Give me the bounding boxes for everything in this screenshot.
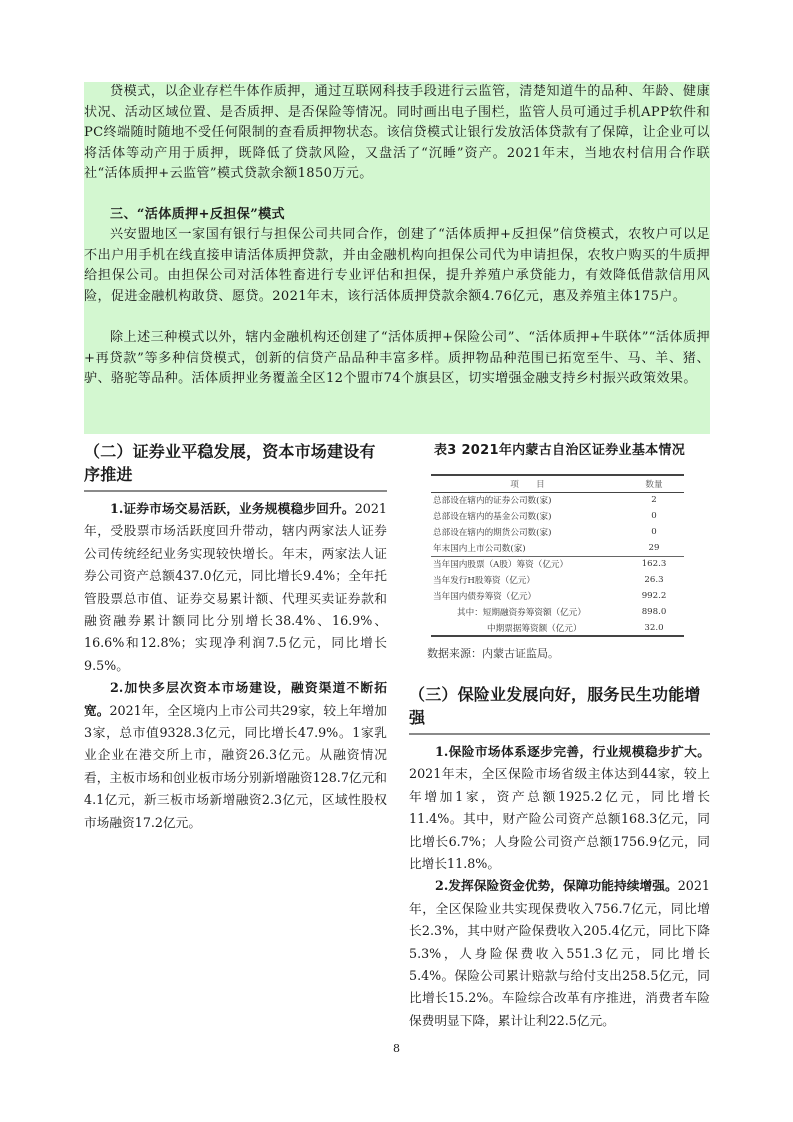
row-value: 0 <box>651 511 657 521</box>
row-label: 中期票据筹资额（亿元） <box>431 620 624 636</box>
row-value: 898.0 <box>641 607 667 617</box>
box-paragraph-1: 贷模式，以企业存栏牛体作质押，通过互联网科技手段进行云监管，清楚知道牛的品种、年龄、健康状况、活动区域位置、是否质押、是否保险等情况。同时画出电子围栏，监管人员可通过手机APP软件和PC终端随时随地不受任何限制的查看质押物状态。该信贷模式让银行发放活体贷款有了保障，让企业可以将活体等动产用于质押，既降低了贷款风险，又盘活了“沉睡”资产。2021年末，当地农村信用合作联社“活体质押+云监管”模式贷款余额1850万元。 <box>84 84 710 181</box>
table-row <box>431 556 684 572</box>
lead-insurance-1: 1.保险市场体系逐步完善，行业规模稳步扩大。 <box>435 744 710 759</box>
row-value: 2 <box>651 495 657 506</box>
section-title-insurance: （三）保险业发展向好，服务民生功能增强 <box>409 685 701 727</box>
highlight-box <box>84 82 710 434</box>
row-label: 其中：短期融资券筹资额（亿元） <box>457 608 586 618</box>
section-divider <box>409 733 710 735</box>
box-paragraph-3: 除上述三种模式以外，辖内金融机构还创建了“活体质押+保险公司”、“活体质押+牛联体”“活体质押+再贷款”等多种信贷模式，创新的信贷产品品种丰富多样。质押物品种范围已拓宽至牛、马、羊、猪、驴、骆驼等品种。活体质押业务覆盖全区12个盟市74个旗县区，切实增强金融支持乡村振兴政策效果。 <box>84 330 710 386</box>
page-number: 8 <box>393 1042 400 1055</box>
row-label: 当年国内股票（A股）筹资（亿元） <box>431 556 624 572</box>
row-label: 当年国内债券筹资（亿元） <box>433 592 537 602</box>
lead-securities-1: 1.证券市场交易活跃，业务规模稳步回升。 <box>110 501 355 516</box>
table-row <box>431 492 684 508</box>
row-value: 29 <box>648 542 660 553</box>
row-label: 年末国内上市公司数(家) <box>433 543 526 554</box>
paragraph-securities-2 <box>84 677 387 834</box>
paragraph-insurance-1 <box>409 741 710 875</box>
left-column <box>84 440 387 834</box>
table-title: 表3 2021年内蒙古自治区证券业基本情况 <box>433 443 686 458</box>
right-column <box>409 440 710 1032</box>
box-heading-3: 三、“活体质押+反担保”模式 <box>110 207 285 222</box>
body-securities-2: 2021年，全区境内上市公司共29家，较上年增加3家，总市值9328.3亿元，同比增长47.9%。1家乳业企业在港交所上市，融资26.3亿元。从融资情况看，主板市场和创业板市场分别新增融资128.7亿元和4.1亿元，新三板市场新增融资2.3亿元，区域性股权市场融资17.2亿元。 <box>84 702 387 830</box>
box-paragraph-2: 兴安盟地区一家国有银行与担保公司共同合作，创建了“活体质押+反担保”信贷模式，农牧户可以足不出户用手机在线直接申请活体质押贷款，并由金融机构向担保公司代为申请担保，农牧户购买的牛质押给担保公司。由担保公司对活体牲畜进行专业评估和担保，提升养殖户承贷能力，有效降低借款信用风险，促进金融机构敢贷、愿贷。2021年末，该行活体质押贷款余额4.76亿元，惠及养殖主体175户。 <box>84 227 710 304</box>
row-value: 26.3 <box>644 575 664 585</box>
section-divider <box>84 490 387 492</box>
lead-securities-2: 2.加快多层次资本市场建设，融资渠道不断拓宽。 <box>84 680 387 718</box>
paragraph-insurance-2 <box>409 875 710 1032</box>
row-value: 162.3 <box>624 556 684 572</box>
table-header-item: 项 目 <box>431 475 624 492</box>
row-value: 992.2 <box>641 591 667 601</box>
table-row <box>431 620 684 636</box>
row-label: 总部设在辖内的基金公司数(家) <box>433 512 552 522</box>
table-row <box>431 524 684 540</box>
table-row <box>431 572 684 588</box>
row-value: 0 <box>651 527 657 537</box>
table-row <box>431 588 684 604</box>
lead-insurance-2: 2.发挥保险资金优势，保障功能持续增强。 <box>435 878 678 894</box>
body-insurance-2: 2021年，全区保险业共实现保费收入756.7亿元，同比增长2.3%，其中财产险保费收入205.4亿元，同比下降5.3%，人身险保费收入551.3亿元，同比增长5.4%。保险公司累计赔款与给付支出258.5亿元，同比增长15.2%。车险综合改革有序推进，消费者车险保费明显下降，累计让利22.5亿元。 <box>409 878 710 1028</box>
table-row <box>431 540 684 556</box>
table-row <box>431 508 684 524</box>
securities-table <box>431 474 684 637</box>
row-label: 当年发行H股筹资（亿元） <box>433 576 536 586</box>
table-header-value: 数量 <box>624 475 684 492</box>
table-row <box>431 604 684 620</box>
paragraph-securities-1 <box>84 498 387 677</box>
section-title-securities: （二）证券业平稳发展，资本市场建设有序推进 <box>84 442 376 484</box>
row-label: 总部设在辖内的证券公司数(家) <box>433 496 552 507</box>
body-securities-1: 2021年，受股票市场活跃度回升带动，辖内两家法人证券公司传统经纪业务实现较快增长。年末，两家法人证券公司资产总额437.0亿元，同比增长9.4%；全年托管股票总市值、证券交易累计额、代理买卖证券款和融资融券累计额同比分别增长38.4%、16.9%、16.6%和12.8%；实现净利润7.5亿元，同比增长9.5%。 <box>84 501 387 673</box>
table-source: 数据来源：内蒙古证监局。 <box>427 647 559 660</box>
row-value: 32.0 <box>624 620 684 636</box>
body-insurance-1: 2021年末，全区保险市场省级主体达到44家，较上年增加1家，资产总额1925.2亿元，同比增长11.4%。其中，财产险公司资产总额168.3亿元，同比增长6.7%；人身险公司资产总额1756.9亿元，同比增长11.8%。 <box>409 766 710 872</box>
row-label: 总部设在辖内的期货公司数(家) <box>433 528 552 538</box>
